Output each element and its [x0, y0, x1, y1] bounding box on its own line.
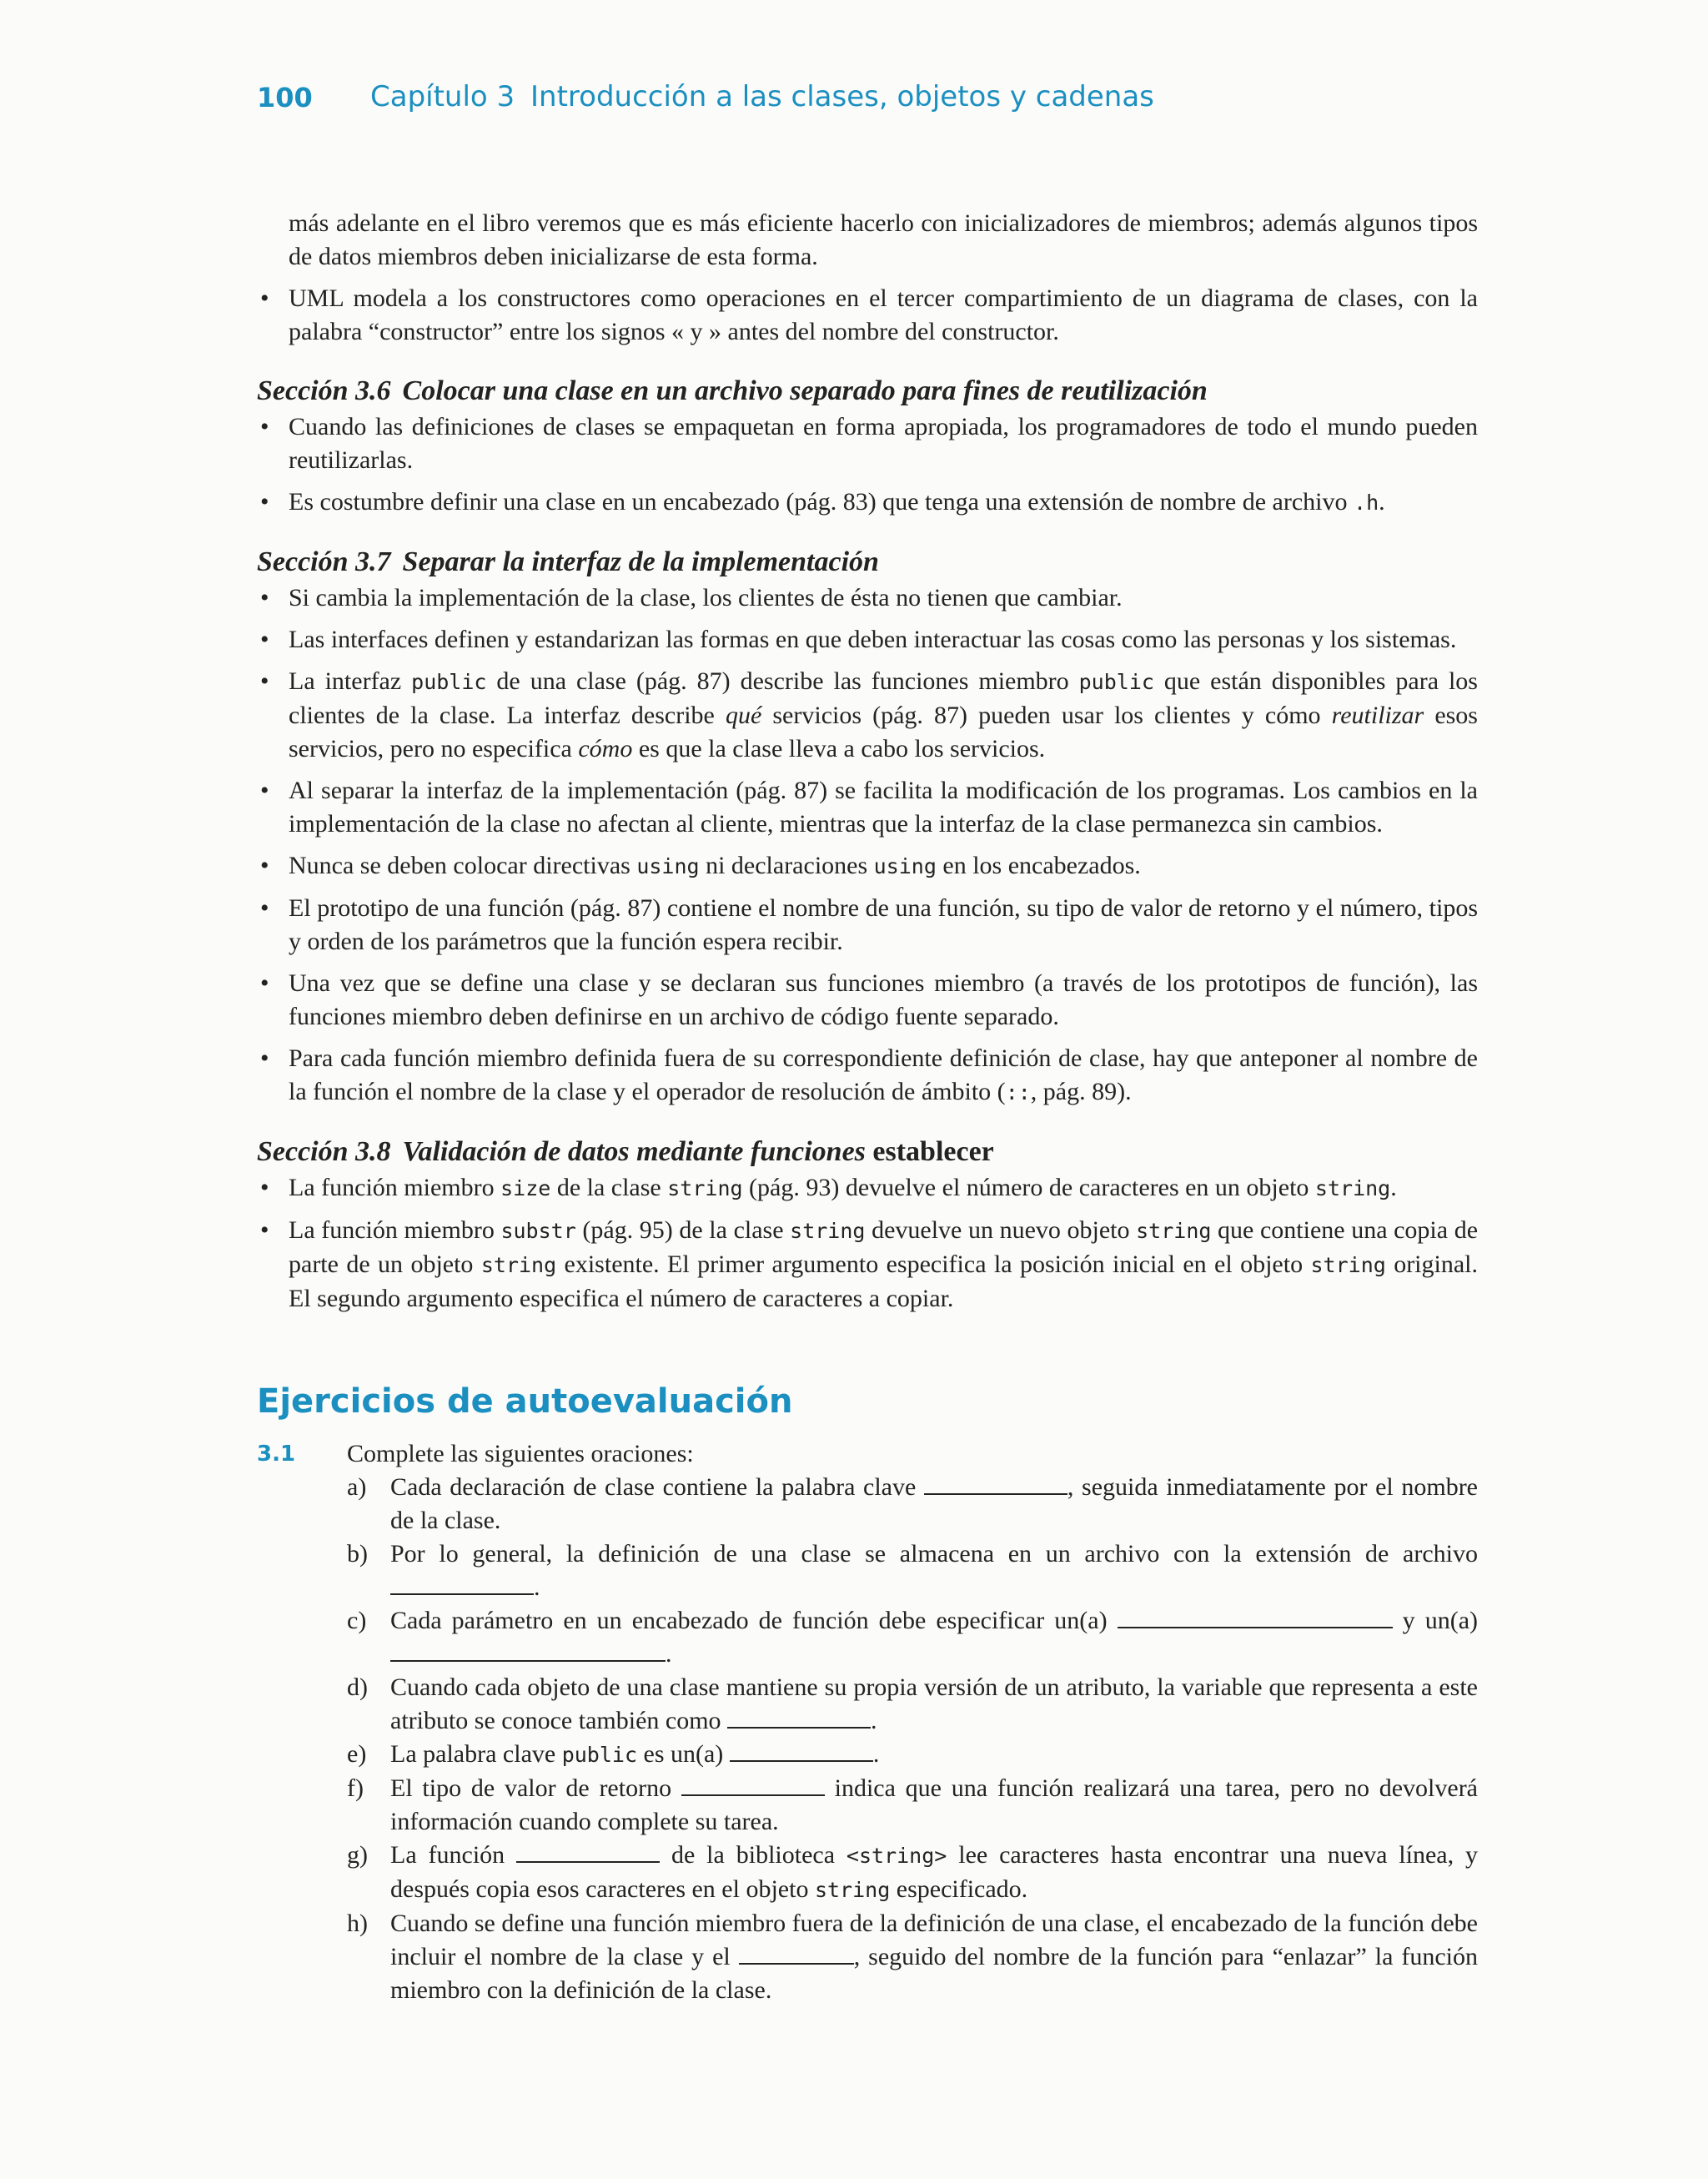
text-run: .	[534, 1573, 540, 1601]
emphasis: qué	[725, 702, 762, 729]
bullet-item: • Al separar la interfaz de la implementación (pág. 87) se facilita la modificación de los programas. Los cambios en la implementación de la clase no afectan al cliente, mientras que la interfaz de la clase permanezca sin cambios.	[257, 774, 1478, 841]
text-run: esos servicios, pero no especifica	[289, 702, 1478, 762]
exercise-item-f	[347, 1772, 1478, 1839]
exercise-item-h	[347, 1907, 1478, 2007]
text-run: de una clase (pág. 87) describe las funciones miembro	[486, 667, 1079, 695]
text-run: lee caracteres hasta encontrar una nueva línea, y después copia esos caracteres en el objeto	[390, 1841, 1479, 1903]
section-number: Sección 3.6	[257, 375, 391, 406]
item-label: g)	[347, 1841, 368, 1869]
code-run: string	[1314, 1176, 1391, 1200]
code-run: string	[1310, 1253, 1386, 1277]
code-run: substr	[500, 1219, 576, 1243]
answer-blank[interactable]	[730, 1739, 873, 1762]
text-run: servicios (pág. 87) pueden usar los clientes y cómo	[761, 702, 1332, 729]
item-label: d)	[347, 1673, 368, 1701]
emphasis: cómo	[578, 735, 633, 762]
page-body	[257, 207, 1478, 2007]
text-run: de la clase	[550, 1174, 668, 1201]
code-run: string	[480, 1253, 557, 1277]
text-run: y un(a)	[1392, 1607, 1478, 1634]
bullet-item	[257, 1214, 1478, 1316]
text-run: .	[666, 1640, 672, 1668]
item-label: a)	[347, 1473, 367, 1501]
answer-blank[interactable]	[739, 1941, 854, 1965]
text-run: La función miembro	[289, 1216, 501, 1244]
text-run: en los encabezados.	[936, 852, 1141, 879]
bullet-item	[257, 849, 1478, 883]
page-number: 100	[257, 82, 313, 113]
chapter-title: Introducción a las clases, objetos y cadenas	[530, 80, 1154, 113]
exercise-intro: Complete las siguientes oraciones:	[347, 1440, 694, 1467]
code-run: size	[500, 1176, 551, 1200]
text-run: Cuando se define una función miembro fuera de la definición de una clase, el encabezado de la función debe incluir el nombre de la clase y el	[390, 1910, 1478, 1970]
bullet-item: • Una vez que se define una clase y se declaran sus funciones miembro (a través de los prototipos de función), las funciones miembro deben definirse en un archivo de código fuente separado.	[257, 967, 1478, 1034]
answer-blank[interactable]	[727, 1705, 871, 1729]
text-run: Nunca se deben colocar directivas	[289, 852, 637, 879]
text-run: Cada declaración de clase contiene la palabra clave	[390, 1473, 924, 1501]
exercise-items	[347, 1471, 1478, 2007]
code-run: string	[814, 1878, 891, 1902]
exercises-heading: Ejercicios de autoevaluación	[257, 1382, 793, 1421]
text-run: indica que una función realizará una tarea, pero no devolverá información cuando complete su tarea.	[390, 1774, 1478, 1835]
text-run: , seguido del nombre de la función para “enlazar” la función miembro con la definición de la clase.	[390, 1943, 1478, 2004]
text-run: Para cada función miembro definida fuera de su correspondiente definición de clase, hay que anteponer al nombre de la función el nombre de la clase y el operador de resolución de ámbito (	[289, 1044, 1478, 1105]
text-run: La función miembro	[289, 1174, 501, 1201]
answer-blank[interactable]	[1118, 1605, 1393, 1628]
text-run: (pág. 93) devuelve el número de caracteres en un objeto	[742, 1174, 1315, 1201]
exercise-item-e	[347, 1738, 1478, 1772]
code-run: string	[790, 1219, 866, 1243]
exercise-3-1	[257, 1437, 1478, 2007]
text-run: La palabra clave	[390, 1740, 562, 1768]
answer-blank[interactable]	[516, 1839, 660, 1863]
answer-blank[interactable]	[681, 1773, 825, 1796]
code-run: ::	[1005, 1080, 1031, 1105]
text-run: Es costumbre definir una clase en un encabezado (pág. 83) que tenga una extensión de nombre de archivo	[289, 488, 1354, 516]
exercise-number: 3.1	[257, 1442, 296, 1467]
item-label: b)	[347, 1540, 368, 1568]
item-label: c)	[347, 1607, 367, 1634]
section-title: Colocar una clase en un archivo separado para fines de reutilización	[402, 375, 1208, 406]
section-3-6-heading	[257, 374, 1478, 409]
section-title: Validación de datos mediante funciones	[402, 1136, 866, 1167]
text-run: El tipo de valor de retorno	[390, 1774, 681, 1802]
bullet-item: • El prototipo de una función (pág. 87) contiene el nombre de una función, su tipo de valor de retorno y el número, tipos y orden de los parámetros que la función espera recibir.	[257, 892, 1478, 959]
text-run: especificado.	[890, 1875, 1028, 1903]
code-run: public	[561, 1743, 638, 1767]
code-run: using	[636, 854, 700, 878]
bullet-item: • Si cambia la implementación de la clase, los clientes de ésta no tienen que cambiar.	[257, 581, 1478, 615]
exercise-item-b	[347, 1537, 1478, 1604]
text-run: .	[871, 1707, 877, 1734]
text-run: , pág. 89).	[1030, 1078, 1132, 1105]
answer-blank[interactable]	[924, 1472, 1068, 1495]
section-title: Separar la interfaz de la implementación	[402, 546, 879, 577]
exercise-item-a	[347, 1471, 1478, 1537]
text-run: ni declaraciones	[699, 852, 874, 879]
text-run: .	[1379, 488, 1385, 516]
answer-blank[interactable]	[390, 1572, 534, 1595]
bullet-item	[257, 665, 1478, 766]
item-label: e)	[347, 1740, 367, 1768]
section-3-8-heading	[257, 1135, 1478, 1170]
code-run: string	[1136, 1219, 1212, 1243]
section-3-7-heading	[257, 545, 1478, 580]
code-run: public	[1078, 670, 1154, 694]
text-run: Cuando cada objeto de una clase mantiene su propia versión de un atributo, la variable que representa a este atributo se conoce también como	[390, 1673, 1478, 1734]
code-run: public	[411, 670, 487, 694]
text-run: de la biblioteca	[660, 1841, 846, 1869]
bullet-item	[257, 1171, 1478, 1205]
item-label: h)	[347, 1910, 368, 1937]
exercise-item-g	[347, 1839, 1478, 1907]
code-run: using	[873, 854, 937, 878]
exercise-item-c	[347, 1604, 1478, 1671]
code-run: <string>	[846, 1844, 947, 1868]
continued-paragraph: más adelante en el libro veremos que es más eficiente hacerlo con inicializadores de miembros; además algunos tipos de datos miembros deben inicializarse de esta forma.	[289, 209, 1478, 270]
bullet-item: • Cuando las definiciones de clases se empaquetan en forma apropiada, los programadores de todo el mundo pueden reutilizarlas.	[257, 410, 1478, 477]
answer-blank[interactable]	[390, 1638, 666, 1662]
text-run: es un(a)	[637, 1740, 730, 1768]
text-run: Cada parámetro en un encabezado de función debe especificar un(a)	[390, 1607, 1118, 1634]
item-label: f)	[347, 1774, 364, 1802]
text-run: (pág. 95) de la clase	[575, 1216, 791, 1244]
chapter-label: Capítulo 3	[370, 80, 515, 113]
text-run: La interfaz	[289, 667, 412, 695]
text-run: .	[1390, 1174, 1397, 1201]
text-run: La función	[390, 1841, 517, 1869]
text-run: que contiene una copia de parte de un objeto	[289, 1216, 1479, 1278]
text-run: que están disponibles para los clientes de la clase. La interfaz describe	[289, 667, 1478, 729]
bullet-item: • Las interfaces definen y estandarizan las formas en que deben interactuar las cosas como las personas y los sistemas.	[257, 623, 1478, 657]
code-run: string	[667, 1176, 743, 1200]
section-number: Sección 3.8	[257, 1136, 391, 1167]
text-run: existente. El primer argumento especifica la posición inicial en el objeto	[556, 1251, 1311, 1278]
text-run: , seguida inmediatamente por el nombre de la clase.	[390, 1473, 1478, 1534]
exercise-item-d	[347, 1671, 1478, 1738]
bullet-item	[257, 1042, 1478, 1110]
bullet-item	[257, 486, 1478, 520]
text-run: devuelve un nuevo objeto	[865, 1216, 1137, 1244]
bullet-uml: • UML modela a los constructores como operaciones en el tercer compartimiento de un diagrama de clases, con la palabra “constructor” entre los signos « y » antes del nombre del constructor.	[257, 282, 1478, 349]
text-run: es que la clase lleva a cabo los servicios.	[632, 735, 1046, 762]
text-run: .	[872, 1740, 880, 1768]
code-run: .h	[1354, 491, 1379, 515]
section-number: Sección 3.7	[257, 546, 391, 577]
emphasis: reutilizar	[1331, 702, 1424, 729]
section-title-bold: establecer	[872, 1136, 994, 1167]
text-run: original. El segundo argumento especifica el número de caracteres a copiar.	[289, 1251, 1478, 1312]
text-run: Por lo general, la definición de una clase se almacena en un archivo con la extensión de archivo	[390, 1540, 1478, 1568]
